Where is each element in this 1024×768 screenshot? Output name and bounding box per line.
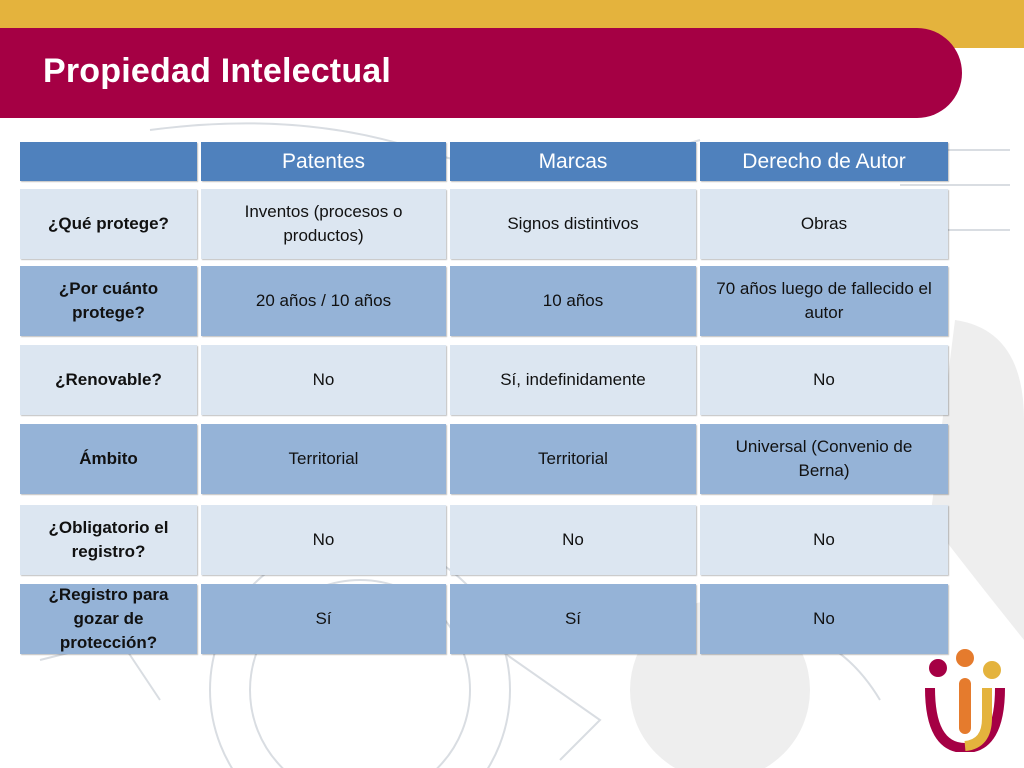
table-cell: No [700, 584, 948, 654]
table-cell: No [450, 505, 696, 575]
row-label-por-cuanto-protege: ¿Por cuánto protege? [20, 266, 197, 336]
table-cell: No [201, 345, 446, 415]
table-cell: No [700, 505, 948, 575]
table-cell: Signos distintivos [450, 189, 696, 259]
row-label-que-protege: ¿Qué protege? [20, 189, 197, 259]
table-cell: Sí [201, 584, 446, 654]
table-cell: 70 años luego de fallecido el autor [700, 266, 948, 336]
table-cell: Territorial [450, 424, 696, 494]
table-cell: 20 años / 10 años [201, 266, 446, 336]
table-cell: Sí [450, 584, 696, 654]
table-header-derecho-autor: Derecho de Autor [700, 142, 948, 181]
table-header-empty [20, 142, 197, 181]
table-cell: 10 años [450, 266, 696, 336]
row-label-registro-proteccion: ¿Registro para gozar de protección? [20, 584, 197, 654]
table-header-patentes: Patentes [201, 142, 446, 181]
table-cell: Territorial [201, 424, 446, 494]
row-label-renovable: ¿Renovable? [20, 345, 197, 415]
row-label-ambito: Ámbito [20, 424, 197, 494]
table-cell: No [700, 345, 948, 415]
table-cell: Obras [700, 189, 948, 259]
table-cell: No [201, 505, 446, 575]
slide-title: Propiedad Intelectual [43, 52, 392, 90]
people-logo-icon [925, 648, 1007, 752]
row-label-obligatorio-registro: ¿Obligatorio el registro? [20, 505, 197, 575]
table-header-marcas: Marcas [450, 142, 696, 181]
table-cell: Inventos (procesos o productos) [201, 189, 446, 259]
table-cell: Sí, indefinidamente [450, 345, 696, 415]
table-cell: Universal (Convenio de Berna) [700, 424, 948, 494]
